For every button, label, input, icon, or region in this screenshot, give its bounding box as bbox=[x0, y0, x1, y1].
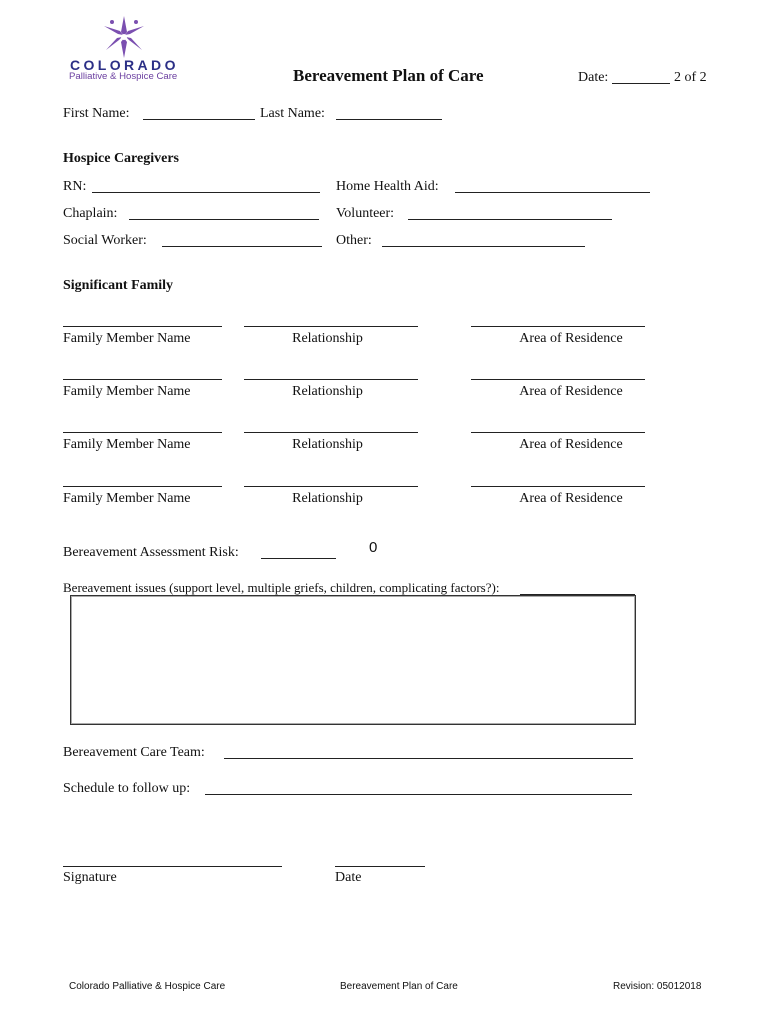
volunteer-label: Volunteer: bbox=[336, 206, 395, 221]
chaplain-field[interactable] bbox=[129, 219, 319, 220]
home-health-aid-field[interactable] bbox=[455, 192, 650, 193]
chaplain-label: Chaplain: bbox=[63, 206, 118, 221]
family-residence-field[interactable] bbox=[471, 379, 645, 380]
family-residence-label: Area of Residence bbox=[519, 491, 623, 506]
care-team-label: Bereavement Care Team: bbox=[63, 745, 205, 760]
caregivers-heading: Hospice Caregivers bbox=[63, 151, 179, 166]
risk-field[interactable] bbox=[261, 558, 336, 559]
schedule-field[interactable] bbox=[205, 794, 632, 795]
signature-date-field[interactable] bbox=[335, 866, 425, 867]
social-worker-field[interactable] bbox=[162, 246, 322, 247]
family-name-field[interactable] bbox=[63, 326, 222, 327]
family-name-field[interactable] bbox=[63, 379, 222, 380]
signature-date-label: Date bbox=[335, 870, 362, 885]
signature-field[interactable] bbox=[63, 866, 282, 867]
logo-tagline: Palliative & Hospice Care bbox=[69, 71, 178, 82]
footer-revision: Revision: 05012018 bbox=[613, 981, 702, 992]
family-relationship-label: Relationship bbox=[292, 437, 363, 452]
family-relationship-field[interactable] bbox=[244, 432, 418, 433]
first-name-label: First Name: bbox=[63, 106, 130, 121]
rn-field[interactable] bbox=[92, 192, 320, 193]
family-residence-label: Area of Residence bbox=[519, 331, 623, 346]
page-title: Bereavement Plan of Care bbox=[293, 66, 484, 85]
family-name-label: Family Member Name bbox=[63, 491, 191, 506]
signature-label: Signature bbox=[63, 870, 117, 885]
family-heading: Significant Family bbox=[63, 278, 174, 293]
first-name-field[interactable] bbox=[143, 119, 255, 120]
volunteer-field[interactable] bbox=[408, 219, 612, 220]
family-relationship-label: Relationship bbox=[292, 384, 363, 399]
last-name-field[interactable] bbox=[336, 119, 442, 120]
other-field[interactable] bbox=[382, 246, 585, 247]
family-residence-label: Area of Residence bbox=[519, 384, 623, 399]
date-field[interactable] bbox=[612, 83, 670, 84]
page-number: 2 of 2 bbox=[674, 70, 707, 85]
schedule-label: Schedule to follow up: bbox=[63, 781, 191, 796]
family-relationship-label: Relationship bbox=[292, 491, 363, 506]
footer-org: Colorado Palliative & Hospice Care bbox=[69, 981, 226, 992]
care-team-field[interactable] bbox=[224, 758, 633, 759]
logo-star-icon bbox=[100, 14, 148, 60]
risk-value[interactable]: 0 bbox=[369, 539, 378, 556]
rn-label: RN: bbox=[63, 179, 87, 194]
other-label: Other: bbox=[336, 233, 372, 248]
issues-label: Bereavement issues (support level, multiple griefs, children, complicating factors?): bbox=[63, 580, 500, 595]
family-relationship-label: Relationship bbox=[292, 331, 363, 346]
family-relationship-field[interactable] bbox=[244, 486, 418, 487]
family-residence-field[interactable] bbox=[471, 486, 645, 487]
family-name-label: Family Member Name bbox=[63, 437, 191, 452]
family-residence-label: Area of Residence bbox=[519, 437, 623, 452]
home-health-aid-label: Home Health Aid: bbox=[336, 179, 439, 194]
family-relationship-field[interactable] bbox=[244, 326, 418, 327]
family-name-label: Family Member Name bbox=[63, 384, 191, 399]
last-name-label: Last Name: bbox=[260, 106, 325, 121]
family-residence-field[interactable] bbox=[471, 432, 645, 433]
date-label: Date: bbox=[578, 70, 609, 85]
issues-textarea[interactable] bbox=[70, 595, 636, 725]
family-residence-field[interactable] bbox=[471, 326, 645, 327]
footer-doc-title: Bereavement Plan of Care bbox=[340, 981, 458, 992]
family-relationship-field[interactable] bbox=[244, 379, 418, 380]
social-worker-label: Social Worker: bbox=[63, 233, 147, 248]
family-name-label: Family Member Name bbox=[63, 331, 191, 346]
family-name-field[interactable] bbox=[63, 486, 222, 487]
logo-wordmark: COLORADO bbox=[70, 57, 179, 73]
family-name-field[interactable] bbox=[63, 432, 222, 433]
risk-label: Bereavement Assessment Risk: bbox=[63, 545, 239, 560]
